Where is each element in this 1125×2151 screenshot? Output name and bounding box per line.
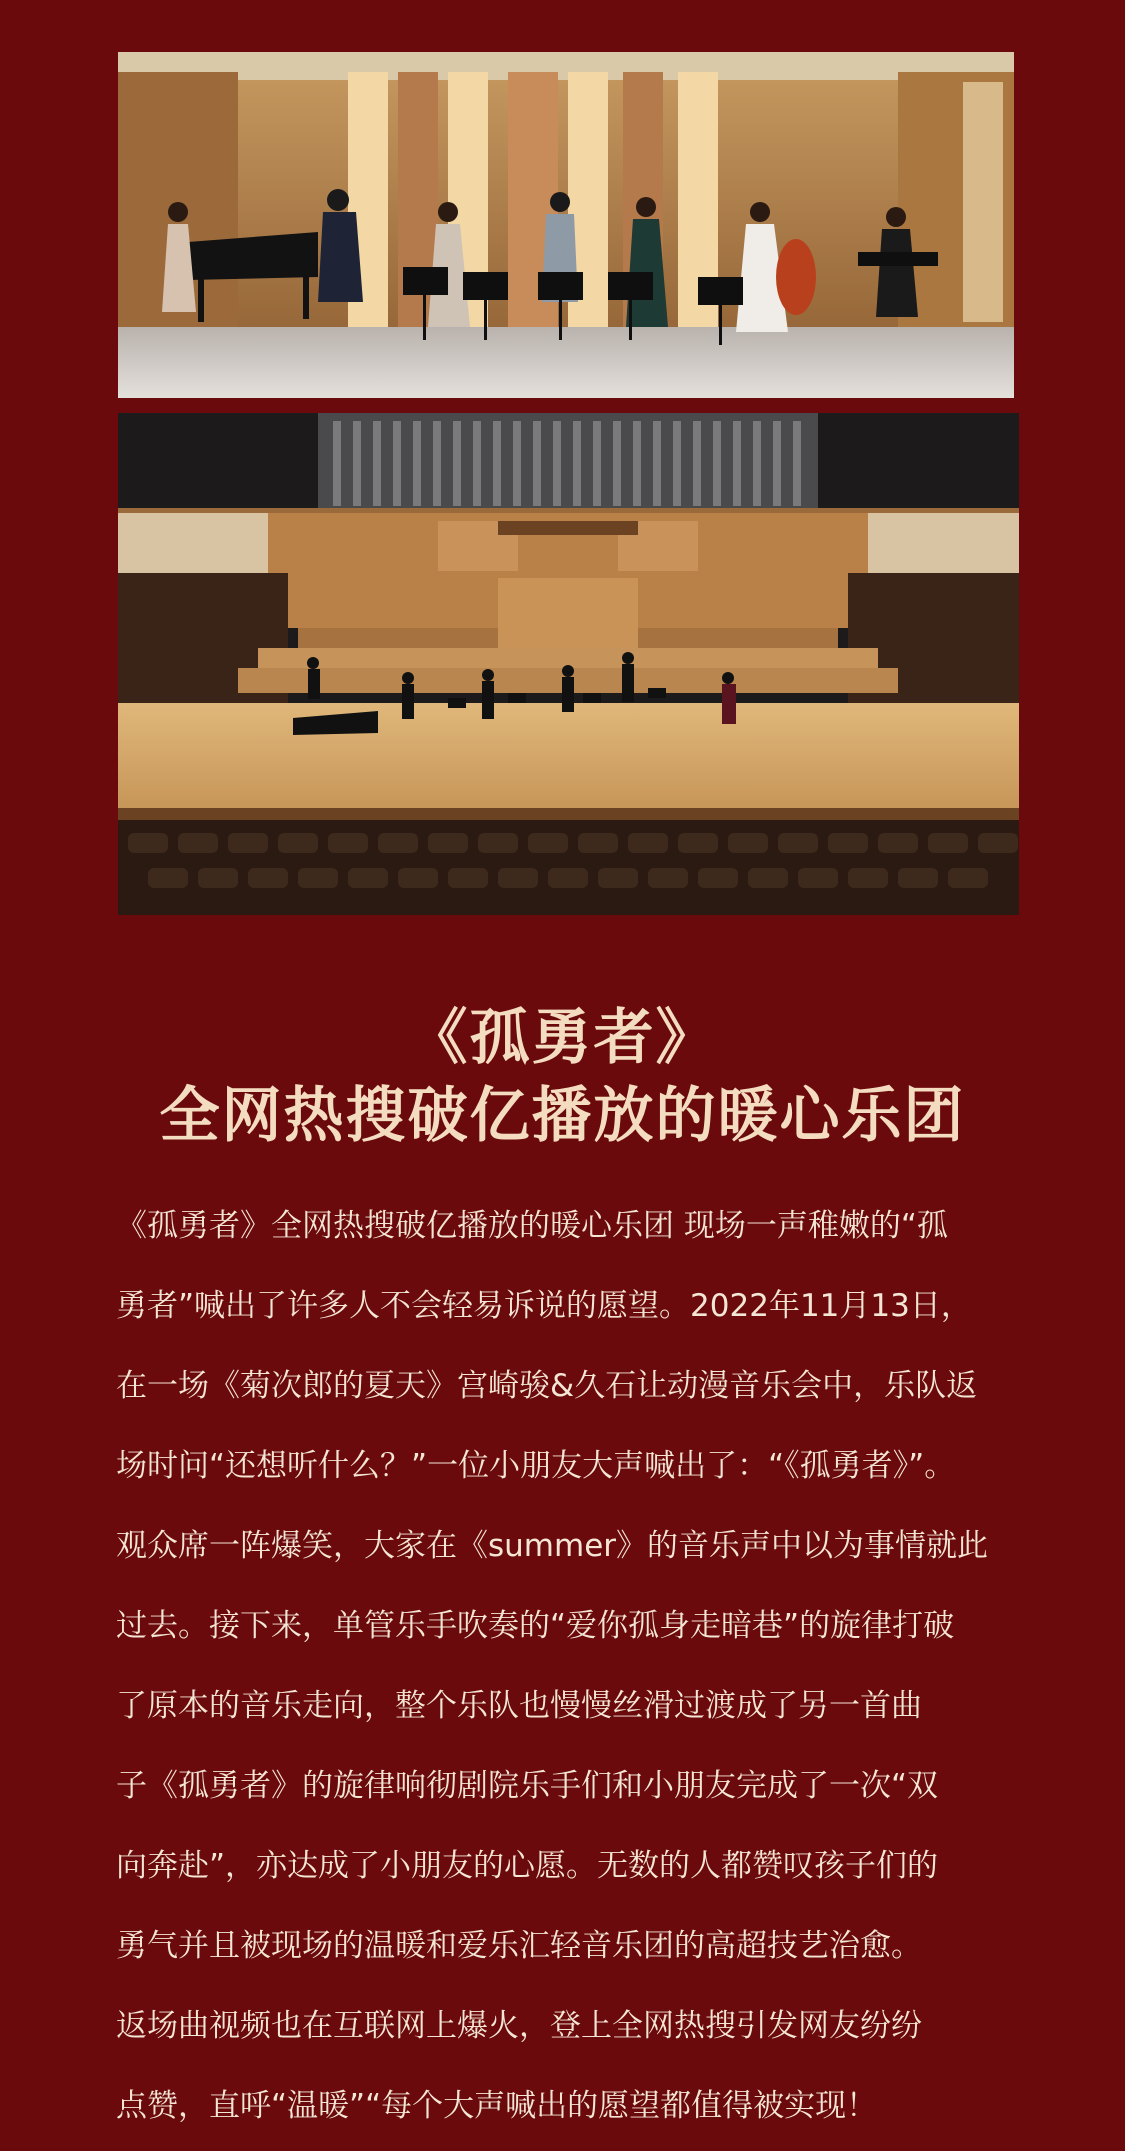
headline-subtitle: 全网热搜破亿播放的暖心乐团 — [159, 1081, 966, 1151]
body-line: 向奔赴”，亦达成了小朋友的心愿。无数的人都赞叹孩子们的 — [116, 1848, 939, 1884]
body-line: 了原本的音乐走向，整个乐队也慢慢丝滑过渡成了另一首曲 — [116, 1688, 922, 1724]
body-line: 《孤勇者》全网热搜破亿播放的暖心乐团 现场一声稚嫩的“孤 — [116, 1208, 948, 1244]
body-line: 过去。接下来，单管乐手吹奏的“爱你孤身走暗巷”的旋律打破 — [116, 1608, 955, 1644]
body-line: 点赞，直呼“温暖”“每个大声喊出的愿望都值得被实现！ — [116, 2088, 878, 2124]
ensemble-stage-photo — [118, 52, 1014, 398]
article-body — [116, 1186, 1046, 2146]
body-line: 勇者”喊出了许多人不会轻易诉说的愿望。2022年11月13日， — [116, 1288, 972, 1324]
headline-title: 《孤勇者》 — [407, 1003, 718, 1073]
body-line: 观众席一阵爆笑，大家在《summer》的音乐声中以为事情就此 — [116, 1528, 989, 1564]
concert-hall-photo — [118, 413, 1019, 915]
body-line: 勇气并且被现场的温暖和爱乐汇轻音乐团的高超技艺治愈。 — [116, 1928, 922, 1964]
body-line: 返场曲视频也在互联网上爆火，登上全网热搜引发网友纷纷 — [116, 2008, 922, 2044]
body-line: 在一场《菊次郎的夏天》宫崎骏&久石让动漫音乐会中，乐队返 — [116, 1368, 978, 1404]
body-line: 子《孤勇者》的旋律响彻剧院乐手们和小朋友完成了一次“双 — [116, 1768, 939, 1804]
body-line: 场时问“还想听什么？”一位小朋友大声喊出了：“《孤勇者》”。 — [116, 1448, 956, 1484]
